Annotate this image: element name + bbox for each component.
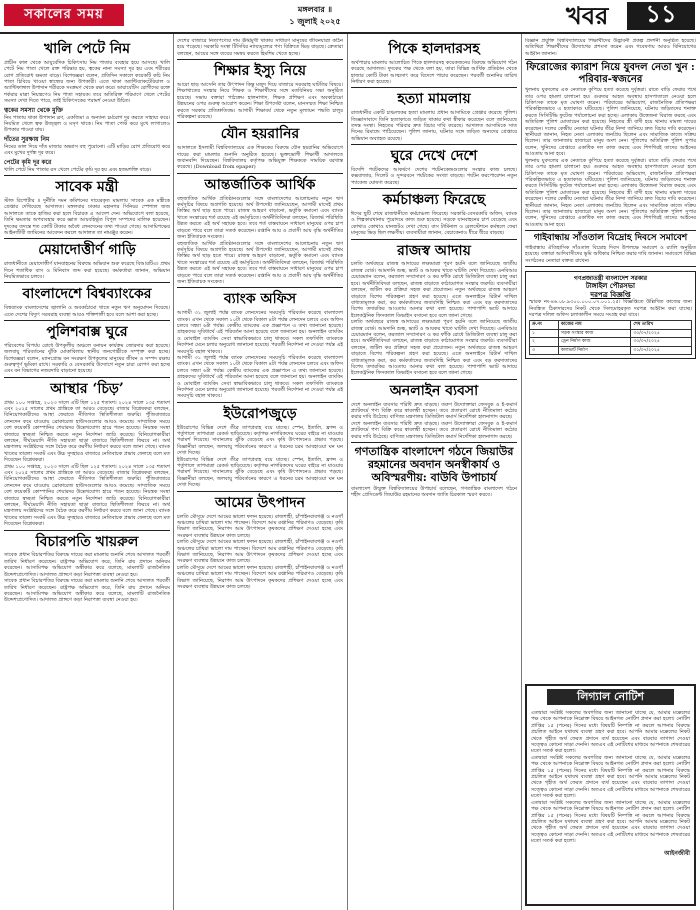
headline: রাজস্ব আদায় <box>397 242 471 259</box>
divider <box>177 59 343 60</box>
headline: যৌন হয়রানির <box>220 126 300 143</box>
table-cell: কালভার্ট নির্মাণ <box>558 346 631 355</box>
article-body: খুলনায় যুবদলের এক নেতাকে কুপিয়ে হত্যা করেছে দুর্বৃত্তরা। রাতে বাড়ি ফেরার পথে তার ওপর হামলা চালানো হয়। গুরুতর আহত অবস্থায় হাসপাতালে নেওয়া হলে চিকিৎসক তাকে মৃত ঘোষণা করেন। পরিবারের অভিযোগ, রাজনৈতিক প্রতিপক্ষরা পরিকল্পিতভাবে এ হত্যাকাণ্ড ঘটিয়েছে। পুলিশ জানিয়েছে, ঘটনায় জড়িতদের শনাক্ত করতে সিসিটিভি ফুটেজ পর্যালোচনা করা হচ্ছে। এলাকায় উত্তেজনা বিরাজ করছে এবং অতিরিক্ত পুলিশ মোতায়েন করা হয়েছে। নিহতের স্ত্রী বাদী হয়ে থানায় মামলা দায়ের করেছেন। দলের কেন্দ্রীয় নেতারা ঘটনার তীব্র নিন্দা জানিয়ে দ্রুত বিচার দাবি করেছেন। স্থানীয়রা জানান, নিহত নেতা এলাকায় জনপ্রিয় ছিলেন এবং সামাজিক কাজে সক্রিয় ছিলেন। তার জানাজায় হাজারো মানুষ অংশ নেন। পুলিশের অতিরিক্ত পুলিশ সুপার বলেন, খুনিদের গ্রেপ্তারে একাধিক দল কাজ করছে এবং শিগগিরই তাদের আইনের আওতায় আনা হবে। <box>525 87 696 158</box>
headline: সাবেক মন্ত্রী <box>55 179 119 196</box>
article-body: নিম পাতায় থাকা উপাদান ব্রণ, একজিমা ও অন্যান্য চর্মরোগ দূর করতে সাহায্য করে। নিয়মিত খেলে ত্বক উজ্জ্বল ও মসৃণ থাকে। নিম পাতা পেস্ট করে মুখে লাগালেও উপকার পাওয়া যায়। <box>4 114 170 134</box>
article-body: আগামী ৩১ জুলাই পর্যন্ত ব্যাংক লেনদেনের সময়সূচি পরিবর্তন করেছে বাংলাদেশ ব্যাংক। এখন থেকে সকাল ১০টা থেকে বিকাল ৪টা পর্যন্ত লেনদেন চলবে এবং অফিস চলবে সন্ধ্যা ৬টা পর্যন্ত। কেন্দ্রীয় ব্যাংকের এক প্রজ্ঞাপনে এ তথ্য জানানো হয়েছে। গ্রাহকদের সুবিধার্থে এই পরিবর্তন আনা হয়েছে বলে জানানো হয়। অনলাইন ব্যাংকিং ও মোবাইল ব্যাংকিং সেবা স্বাভাবিকভাবে চালু থাকবে। সকল তফসিলি ব্যাংককে নির্দেশনা মেনে চলার অনুরোধ জানানো হয়েছে। পরবর্তী নির্দেশনা না দেওয়া পর্যন্ত এই সময়সূচি বহাল থাকবে। <box>177 310 343 355</box>
divider <box>4 282 170 283</box>
column-divider <box>347 34 348 910</box>
headline: পিকে হালদারসহ <box>388 41 480 57</box>
article-body: দেশে অনলাইন ব্যবসার পরিধি দ্রুত বাড়ছে। তরুণ উদ্যোক্তারা ফেসবুক ও ই-কমার্স প্ল্যাটফর্মে পণ্য বিক্রি করে স্বাবলম্বী হচ্ছেন। তবে প্রতারণা রোধে নীতিমালা কঠোর করার দাবি উঠেছে। বাণিজ্য মন্ত্রণালয় ডিজিটাল কমার্স নির্দেশিকা হালনাগাদ করছে। <box>351 401 517 421</box>
article-body: ঈদের ছুটি শেষে রাজধানীতে কর্মচাঞ্চল্য ফিরেছে। সরকারি-বেসরকারি অফিস, ব্যাংক ও শিল্পকারখানায় পুরোদমে কাজ শুরু হয়েছে। সড়কে যানবাহনের চাপ বেড়েছে এবং কোথাও কোথাও যানজটও দেখা গেছে। বাস টার্মিনাল ও রেলস্টেশনে কর্মস্থলে ফেরা মানুষের ভিড় ছিল লক্ষণীয়। ব্যবসায়ীরা জানান, বেচাকেনাও ধীরে ধীরে বাড়ছে। <box>351 211 517 237</box>
article-body: রাজধানীতে মেয়াদোত্তীর্ণ যানবাহনের বিরুদ্ধে অভিযান শুরু করেছে বিআরটিএ। প্রথম দিনে শতাধিক বাস ও মিনিবাস জব্দ করা হয়েছে। কর্মকর্তারা জানান, অভিযান নিয়মিতভাবে চলবে। <box>4 261 170 280</box>
divider <box>4 320 170 321</box>
date-label: ১ জুলাই ২০২৫ <box>289 16 341 26</box>
article-body: বিশ্বব্যাংক বাংলাদেশের জ্বালানি ও অবকাঠামো খাতে নতুন ঋণ অনুমোদন দিয়েছে। এতে দেশের বিদ্যুৎ সরবরাহ ব্যবস্থা আরও শক্তিশালী হবে বলে আশা করা হচ্ছে। <box>4 305 170 318</box>
divider <box>4 175 170 176</box>
headline: শিক্ষার ইস্যু নিয়ে <box>214 63 306 80</box>
article-body: পরিবেশের বিপর্যয় রোধে উপকূলীয় অঞ্চলে বনায়ন কার্যক্রম জোরদার করা হয়েছে। জলবায়ু পরিবর্তনের ঝুঁকি মোকাবিলায় স্থানীয় জনগোষ্ঠীকে সম্পৃক্ত করা হচ্ছে। বিশেষজ্ঞরা বলেন, ম্যানগ্রোভ বন সংরক্ষণ উপকূলের মানুষের জীবন ও সম্পদ রক্ষায় গুরুত্বপূর্ণ ভূমিকা রাখে। সরকারি ও বেসরকারি উদ্যোগে নতুন চারা রোপণ করা হচ্ছে এবং বন বিভাগের নজরদারি বাড়ানো হয়েছে। <box>4 342 170 375</box>
headline: গাইবান্ধায় সাঁওতাল বিদ্রোহ দিবসে সমাবেশ <box>533 233 688 244</box>
divider <box>351 442 517 443</box>
date-box <box>240 3 390 27</box>
article-body: প্রথম ১০০ সপ্তাহে, ২০২৩ সালে এটি ছিল ১২৫ শতাংশ। ২০২৪ সালে ১৩৫ শতাংশ এবং ২০২৫ সালের প্রথম প্রান্তিকে তা আরও বেড়েছে। বাজার বিশ্লেষকরা বলছেন, বিনিয়োগকারীদের আস্থা ফেরাতে নীতিগত স্থিতিশীলতা জরুরি। পুঁজিবাজারে লেনদেন কমে যাওয়ায় ব্রোকারেজ হাউসগুলোর আয়ও কমেছে। সাম্প্রতিক সময়ে বেশ কয়েকটি কোম্পানির শেয়ারদর উল্লেখযোগ্য হারে পতন হয়েছে। নিয়ন্ত্রক সংস্থা বাজারে স্বচ্ছতা নিশ্চিত করতে নতুন নির্দেশনা জারি করেছে। বিনিয়োগকারীরা বলছেন, দীর্ঘমেয়াদি নীতি সহায়তা ছাড়া বাজারে স্থিতিশীলতা ফিরবে না। অর্থ মন্ত্রণালয় সংশ্লিষ্টদের সঙ্গে বৈঠক করে করণীয় নির্ধারণ করবে বলে জানা গেছে। ব্যাংক খাতের তারল্য সংকট এবং উচ্চ সুদহারও বাজারে নেতিবাচক প্রভাব ফেলছে বলে মত দিয়েছেন বিশ্লেষকরা। <box>4 399 170 464</box>
headline: অনলাইন ব্যবসা <box>389 382 479 399</box>
table-row <box>530 338 692 347</box>
column-1 <box>4 38 170 908</box>
table-cell: ড্রেন নির্মাণ কাজ <box>558 338 631 347</box>
table-header: কাজের নাম <box>558 321 631 330</box>
divider <box>525 230 696 231</box>
divider <box>525 59 696 60</box>
table-header: শেষ তারিখ <box>631 321 692 330</box>
divider <box>351 188 517 189</box>
article-body: চলতি মৌসুমে দেশে আমের ভালো ফলন হয়েছে। রাজশাহী, চাঁপাইনবাবগঞ্জ ও নওগাঁ অঞ্চলের চাষিরা ভালো দাম পাচ্ছেন। বিদেশে আম রপ্তানির পরিমাণও বেড়েছে। কৃষি বিভাগ জানিয়েছে, নিরাপদ আম উৎপাদনে কৃষকদের প্রশিক্ষণ দেওয়া হচ্ছে এবং সংরক্ষণ ব্যবস্থার উন্নয়নে কাজ চলছে। <box>177 564 343 590</box>
table-header: ক্র.নং <box>530 321 559 330</box>
headline: ঘুরে দেখে দেশে <box>390 148 478 165</box>
page-number: ১১ <box>627 2 695 30</box>
headline: খালি পেটে নিম <box>43 41 130 57</box>
table-cell: ৩১/০৭/২০২৫ <box>631 346 692 355</box>
tender-text: স্মারক নং-৪৬.০৮.৯৩০০.০০০.০৭.০০১.২৫। বিজ্ঞপ্তিতে উল্লিখিত কাজের জন্য নিবন্ধিত ঠিকাদারদের নিকট থেকে সিলমোহরকৃত দরপত্র আহ্বান করা যাচ্ছে। দরপত্র দলিল অফিস চলাকালীন সময়ে সংগ্রহ করা যাবে। <box>529 299 692 318</box>
headline: পুলিশবাক্স ঘুরে <box>46 323 128 340</box>
legal-notice <box>525 684 696 906</box>
article-body: রাজধানীর একটি চাঞ্চল্যকর হত্যা মামলায় প্রধান আসামিকে গ্রেপ্তার করেছে পুলিশ। জিজ্ঞাসাবাদে তিনি হত্যাকাণ্ডে জড়িত থাকার কথা স্বীকার করেছেন বলে জানিয়েছে তদন্ত সংস্থা। নিহতের পরিবার দ্রুত বিচার দাবি করেছে। আদালত আসামিকে সাত দিনের রিমান্ডে পাঠিয়েছেন। পুলিশ জানায়, ঘটনার সঙ্গে জড়িত অন্যদের গ্রেপ্তারে অভিযান অব্যাহত রয়েছে। <box>351 110 517 142</box>
table-cell: ২ <box>530 338 559 347</box>
table-cell: ১ <box>530 329 559 338</box>
tender-title: দরপত্র বিজ্ঞপ্তি <box>590 289 631 299</box>
article-body: খুলনায় যুবদলের এক নেতাকে কুপিয়ে হত্যা করেছে দুর্বৃত্তরা। রাতে বাড়ি ফেরার পথে তার ওপর হামলা চালানো হয়। গুরুতর আহত অবস্থায় হাসপাতালে নেওয়া হলে চিকিৎসক তাকে মৃত ঘোষণা করেন। পরিবারের অভিযোগ, রাজনৈতিক প্রতিপক্ষরা পরিকল্পিতভাবে এ হত্যাকাণ্ড ঘটিয়েছে। পুলিশ জানিয়েছে, ঘটনায় জড়িতদের শনাক্ত করতে সিসিটিভি ফুটেজ পর্যালোচনা করা হচ্ছে। এলাকায় উত্তেজনা বিরাজ করছে এবং অতিরিক্ত পুলিশ মোতায়েন করা হয়েছে। নিহতের স্ত্রী বাদী হয়ে থানায় মামলা দায়ের করেছেন। দলের কেন্দ্রীয় নেতারা ঘটনার তীব্র নিন্দা জানিয়ে দ্রুত বিচার দাবি করেছেন। স্থানীয়রা জানান, নিহত নেতা এলাকায় জনপ্রিয় ছিলেন এবং সামাজিক কাজে সক্রিয় ছিলেন। তার জানাজায় হাজারো মানুষ অংশ নেন। পুলিশের অতিরিক্ত পুলিশ সুপার বলেন, খুনিদের গ্রেপ্তারে একাধিক দল কাজ করছে এবং শিগগিরই তাদের আইনের আওতায় আনা হবে। <box>525 157 696 228</box>
headline: হত্যা মামলায় <box>397 91 471 108</box>
column-divider <box>173 34 174 910</box>
divider <box>351 239 517 240</box>
article-body: এতদ্বারা সংশ্লিষ্ট সকলের অবগতির জন্য জানানো যাচ্ছে যে, আমার মক্কেলের পক্ষ থেকে আপনাকে নিম্নোক্ত বিষয়ে আইনগত নোটিশ প্রদান করা হলো। নোটিশ প্রাপ্তির ১৫ (পনের) দিনের মধ্যে বিষয়টি নিষ্পত্তি না করলে আপনার বিরুদ্ধে প্রচলিত আইনে যথাযথ ব্যবস্থা গ্রহণ করা হবে। আপনি আমার মক্কেলের নিকট থেকে গৃহীত অর্থ ফেরত প্রদানে ব্যর্থ হয়েছেন এবং বারবার তাগাদা দেওয়া সত্ত্বেও কোনো সাড়া দেননি। অতএব এই নোটিশের মাধ্যমে আপনাকে শেষবারের মতো সতর্ক করা হলো। <box>531 754 690 800</box>
article-body: আদালতে ইসলামী বিশ্ববিদ্যালয়ের এক শিক্ষকের বিরুদ্ধে যৌন হয়রানির অভিযোগে দায়ের করা মামলার শুনানি অনুষ্ঠিত হয়েছে। ভুক্তভোগী শিক্ষার্থী আদালতে জবানবন্দি দিয়েছেন। বিশ্ববিদ্যালয় কর্তৃপক্ষ অভিযুক্ত শিক্ষককে সাময়িক বরখাস্ত করেছে। (Download from epaper) <box>177 145 343 171</box>
divider <box>351 144 517 145</box>
headline: ফিরোজের ক্যারাশ নিয়ে যুবদল নেতা খুন : পরিবার-স্বজনের <box>526 62 695 86</box>
article-body: বিদেশি পর্যটকদের আকর্ষণে দেশের পর্যটনকেন্দ্রগুলোর সংস্কার কাজ চলছে। কক্সবাজার, সিলেট ও সুন্দরবনে পর্যটকের সংখ্যা বাড়ছে। পর্যটন করপোরেশন নতুন প্যাকেজ ঘোষণা করেছে। <box>351 167 517 186</box>
column-divider <box>521 34 522 910</box>
tender-notice <box>525 271 696 359</box>
headline: কর্মচাঞ্চল্য ফিরেছে <box>382 192 486 209</box>
article-body: ইউরোপের বিভিন্ন দেশে তীব্র তাপপ্রবাহ বয়ে যাচ্ছে। স্পেন, ইতালি, ফ্রান্স ও পর্তুগালে তাপমাত্রা রেকর্ড ছাড়িয়েছে। কর্তৃপক্ষ নাগরিকদের ঘরের বাইরে না যাওয়ার পরামর্শ দিয়েছে। দাবানলের ঝুঁকি বেড়েছে এবং কৃষি উৎপাদনেও প্রভাব পড়ছে। বিজ্ঞানীরা বলছেন, জলবায়ু পরিবর্তনের কারণে এ ধরনের চরম আবহাওয়া ঘন ঘন দেখা দিচ্ছে। <box>177 424 343 457</box>
divider <box>351 379 517 380</box>
column-3 <box>351 38 517 908</box>
tender-table <box>529 320 692 355</box>
headline: মেয়াদোত্তীর্ণ গাড়ি <box>38 242 136 259</box>
masthead <box>0 0 700 34</box>
headline: আন্তর্জাতিক আর্থিক <box>204 176 316 193</box>
headline: আস্থার ‘চিড়’ <box>50 380 124 397</box>
article-body: এতদ্বারা সংশ্লিষ্ট সকলের অবগতির জন্য জানানো যাচ্ছে যে, আমার মক্কেলের পক্ষ থেকে আপনাকে নিম্নোক্ত বিষয়ে আইনগত নোটিশ প্রদান করা হলো। নোটিশ প্রাপ্তির ১৫ (পনের) দিনের মধ্যে বিষয়টি নিষ্পত্তি না করলে আপনার বিরুদ্ধে প্রচলিত আইনে যথাযথ ব্যবস্থা গ্রহণ করা হবে। আপনি আমার মক্কেলের নিকট থেকে গৃহীত অর্থ ফেরত প্রদানে ব্যর্থ হয়েছেন এবং বারবার তাগাদা দেওয়া সত্ত্বেও কোনো সাড়া দেননি। অতএব এই নোটিশের মাধ্যমে আপনাকে শেষবারের মতো সতর্ক করা হলো। <box>531 710 690 755</box>
article-body: বহুজাতিক আর্থিক প্রতিষ্ঠানগুলোর সঙ্গে বাংলাদেশের আলোচনায় নতুন ঋণ কর্মসূচির বিষয়ে অগ্রগতি হয়েছে। অর্থ উপদেষ্টা জানিয়েছেন, আগামী মাসেই প্রথম কিস্তির অর্থ ছাড় হতে পারে। রাজস্ব আহরণ বাড়ানো, ভর্তুকি কমানো এবং ব্যাংক খাতে সংস্কারের শর্ত রয়েছে এই কর্মসূচিতে। অর্থনীতিবিদরা বলছেন, রিজার্ভ পরিস্থিতি উন্নত করতে এই অর্থ সহায়ক হবে। তবে শর্ত বাস্তবায়নে সাধারণ মানুষের ওপর চাপ বাড়তে পারে বলে তারা সতর্ক করেছেন। রপ্তানি আয় ও প্রবাসী আয় বৃদ্ধি অর্থনীতির জন্য ইতিবাচক সংকেত। <box>177 195 343 241</box>
headline: বাংলাদেশে বিশ্বব্যাংকের <box>22 286 152 303</box>
divider <box>351 87 517 88</box>
column-4 <box>525 38 696 678</box>
article-body: চলতি অর্থবছরে রাজস্ব আদায়ের লক্ষ্যমাত্রা পূরণ হয়নি বলে জানিয়েছে জাতীয় রাজস্ব বোর্ড। আমদানি শুল্ক, ভ্যাট ও আয়কর খাতে ঘাটতি দেখা দিয়েছে। এনবিআর চেয়ারম্যান বলেন, করজাল সম্প্রসারণ ও কর ফাঁকি রোধে ডিজিটাল ব্যবস্থা চালু করা হবে। অর্থনীতিবিদরা বলছেন, রাজস্ব বাড়াতে কাঠামোগত সংস্কার জরুরি। ব্যবসায়ীরা বলছেন, জটিল কর প্রক্রিয়া সহজ করা প্রয়োজন। নতুন অর্থবছরে রাজস্ব আহরণ বাড়াতে বিশেষ পরিকল্পনা গ্রহণ করা হয়েছে। এতে অনলাইনে রিটার্ন দাখিল বাধ্যতামূলক করা, কর কর্মকর্তাদের জবাবদিহি নিশ্চিত করা এবং বড় করদাতাদের বিশেষ তদারকির আওতায় আনার কথা বলা হয়েছে। পাশাপাশি ভ্যাট আদায়ে ইলেকট্রনিক ফিসক্যাল ডিভাইস বসানো হবে বলে জানা গেছে। <box>351 261 517 319</box>
article-body: প্রথম ১০০ সপ্তাহে, ২০২৩ সালে এটি ছিল ১২৫ শতাংশ। ২০২৪ সালে ১৩৫ শতাংশ এবং ২০২৫ সালের প্রথম প্রান্তিকে তা আরও বেড়েছে। বাজার বিশ্লেষকরা বলছেন, বিনিয়োগকারীদের আস্থা ফেরাতে নীতিগত স্থিতিশীলতা জরুরি। পুঁজিবাজারে লেনদেন কমে যাওয়ায় ব্রোকারেজ হাউসগুলোর আয়ও কমেছে। সাম্প্রতিক সময়ে বেশ কয়েকটি কোম্পানির শেয়ারদর উল্লেখযোগ্য হারে পতন হয়েছে। নিয়ন্ত্রক সংস্থা বাজারে স্বচ্ছতা নিশ্চিত করতে নতুন নির্দেশনা জারি করেছে। বিনিয়োগকারীরা বলছেন, দীর্ঘমেয়াদি নীতি সহায়তা ছাড়া বাজারে স্থিতিশীলতা ফিরবে না। অর্থ মন্ত্রণালয় সংশ্লিষ্টদের সঙ্গে বৈঠক করে করণীয় নির্ধারণ করবে বলে জানা গেছে। ব্যাংক খাতের তারল্য সংকট এবং উচ্চ সুদহারও বাজারে নেতিবাচক প্রভাব ফেলছে বলে মত দিয়েছেন বিশ্লেষকরা। <box>4 463 170 528</box>
divider <box>177 287 343 288</box>
legal-signature: আইনজীবী <box>664 849 690 857</box>
divider <box>4 377 170 378</box>
table-row <box>530 329 692 338</box>
article-body: ইউরোপের বিভিন্ন দেশে তীব্র তাপপ্রবাহ বয়ে যাচ্ছে। স্পেন, ইতালি, ফ্রান্স ও পর্তুগালে তাপমাত্রা রেকর্ড ছাড়িয়েছে। কর্তৃপক্ষ নাগরিকদের ঘরের বাইরে না যাওয়ার পরামর্শ দিয়েছে। দাবানলের ঝুঁকি বেড়েছে এবং কৃষি উৎপাদনেও প্রভাব পড়ছে। বিজ্ঞানীরা বলছেন, জলবায়ু পরিবর্তনের কারণে এ ধরনের চরম আবহাওয়া ঘন ঘন দেখা দিচ্ছে। <box>177 456 343 489</box>
article-body: দেশের বাজারে নিত্যপণ্যের দাম ঊর্ধ্বমুখী থাকায় সাধারণ মানুষের জীবনযাত্রা কঠিন হয়ে পড়েছে। সরকারি সংস্থা টিসিবির ন্যায্যমূল্যের পণ্য বিক্রিতে ভিড় বাড়ছে। ক্রেতারা বলছেন, আয়ের সঙ্গে ব্যয়ের সমন্বয় করতে হিমশিম খেতে হচ্ছে। <box>177 38 343 57</box>
headline: আমের উৎপাদন <box>215 494 305 511</box>
legal-notice-body <box>527 708 694 861</box>
article-body: বিজ্ঞান প্রযুক্তি বিশ্ববিদ্যালয়ের শিক্ষার্থীদের উদ্ভাবনী প্রকল্প প্রদর্শনী অনুষ্ঠিত হয়েছে। অতিথিরা শিক্ষার্থীদের উদ্যোগের প্রশংসা করেন এবং গবেষণায় আরও বিনিয়োগের আহ্বান জানান। <box>525 38 696 57</box>
legal-notice-title: লিগ্যাল নোটিশ <box>547 689 674 705</box>
article-body: এতদ্বারা সংশ্লিষ্ট সকলের অবগতির জন্য জানানো যাচ্ছে যে, আমার মক্কেলের পক্ষ থেকে আপনাকে নিম্নোক্ত বিষয়ে আইনগত নোটিশ প্রদান করা হলো। নোটিশ প্রাপ্তির ১৫ (পনের) দিনের মধ্যে বিষয়টি নিষ্পত্তি না করলে আপনার বিরুদ্ধে প্রচলিত আইনে যথাযথ ব্যবস্থা গ্রহণ করা হবে। আপনি আমার মক্কেলের নিকট থেকে গৃহীত অর্থ ফেরত প্রদানে ব্যর্থ হয়েছেন এবং বারবার তাগাদা দেওয়া সত্ত্বেও কোনো সাড়া দেননি। অতএব এই নোটিশের মাধ্যমে আপনাকে শেষবারের মতো সতর্ক করা হলো। <box>531 799 690 845</box>
table-row <box>530 346 692 355</box>
article-body: খালি পেটে নিম পাতার রস খেলে পেটের কৃমি দূর হয় এবং হজমশক্তি বাড়ে। <box>4 166 152 173</box>
article-body: আরো ছাড় আসেনি তার উৎপাদন কিন্তু মজুদ দিয়ে বাজারে সরবরাহ ঘাটতির বিষয়ে। শিক্ষাখাতের সংস্কার নিয়ে শিক্ষক ও শিক্ষার্থীদের সঙ্গে মতবিনিময় সভা অনুষ্ঠিত হয়েছে। সভায় বক্তারা পাঠ্যক্রম হালনাগাদ, শিক্ষক প্রশিক্ষণ এবং অবকাঠামো উন্নয়নের ওপর গুরুত্ব আরোপ করেন। শিক্ষা উপদেষ্টা বলেন, মানসম্মত শিক্ষা নিশ্চিত করতে সরকার প্রতিশ্রুতিবদ্ধ। আগামী শিক্ষাবর্ষ থেকে নতুন মূল্যায়ন পদ্ধতি চালুর পরিকল্পনা রয়েছে। <box>177 82 343 121</box>
headline: গণতান্ত্রিক বাংলাদেশ গঠনে জিয়াউর রহমানের অবদান অনস্বীকার্য ও অবিস্মরণীয়: বাউবি উপাচার্য <box>354 445 514 485</box>
divider <box>525 266 696 267</box>
section-title: খবর <box>566 1 609 30</box>
article-body: সাবেক প্রধান বিচারপতির বিরুদ্ধে দায়ের করা মামলার শুনানি শেষে আদালত পরবর্তী তারিখ নির্ধারণ করেছেন। রাষ্ট্রপক্ষ অভিযোগ করে, তিনি রায় প্রদানে অনিয়ম করেছেন। আসামিপক্ষ অভিযোগ অস্বীকার করে বলেছে, মামলাটি রাজনৈতিক উদ্দেশ্যপ্রণোদিত। আদালত প্রাঙ্গণে কড়া নিরাপত্তা ব্যবস্থা নেওয়া হয়। <box>4 552 170 578</box>
divider <box>177 122 343 123</box>
article-body: অর্থপাচার মামলায় আলোচিত পিকে হালদারসহ কয়েকজনের বিরুদ্ধে অভিযোগ গঠন করেছে আদালত। দুদকের পক্ষ থেকে বলা হয়, তারা বিভিন্ন আর্থিক প্রতিষ্ঠান থেকে হাজার কোটি টাকা আত্মসাৎ করে বিদেশে পাচার করেছেন। পরবর্তী শুনানির তারিখ নির্ধারণ করা হয়েছে। <box>351 59 517 86</box>
article-body: বাংলাদেশ উন্মুক্ত বিশ্ববিদ্যালয়ের উপাচার্য বলেছেন, গণতান্ত্রিক বাংলাদেশ গঠনে শহীদ প্রেসিডেন্ট জিয়াউর রহমানের অবদান জাতি চিরকাল স্মরণ করবে। <box>351 485 517 498</box>
tender-org: গণপ্রজাতন্ত্রী বাংলাদেশ সরকার <box>573 275 648 283</box>
article-body: স্টাফ রিপোর্টার ॥ দুর্নীতি দমন কমিশনের দায়েরকৃত মামলায় সাবেক এক মন্ত্রীকে গ্রেপ্তার দেখিয়েছে আদালত। মঙ্গলবার ঢাকার মহানগর সিনিয়র স্পেশাল জজ আদালতে তাকে হাজির করা হলে বিচারক এ আদেশ দেন। অভিযোগে বলা হয়েছে, তিনি ক্ষমতার অপব্যবহার করে জ্ঞাত আয়বহির্ভূত বিপুল সম্পদের মালিক হয়েছেন। দুদকের তদন্তে শত কোটি টাকার অবৈধ লেনদেনের তথ্য পাওয়া গেছে। আসামিপক্ষের আইনজীবী জামিনের আবেদন করলে আদালত তা নামঞ্জুর করেন। <box>4 197 170 236</box>
article-body: গাইবান্ধায় ঐতিহাসিক সাঁওতাল বিদ্রোহ দিবস উপলক্ষে সমাবেশ ও র‍্যালি অনুষ্ঠিত হয়েছে। বক্তারা আদিবাসীদের ভূমি অধিকার নিশ্চিত করার দাবি জানান। সমাবেশে বিভিন্ন সংগঠনের নেতারা বক্তব্য রাখেন। <box>525 244 696 264</box>
divider <box>177 402 343 403</box>
article-body: বহুজাতিক আর্থিক প্রতিষ্ঠানগুলোর সঙ্গে বাংলাদেশের আলোচনায় নতুন ঋণ কর্মসূচির বিষয়ে অগ্রগতি হয়েছে। অর্থ উপদেষ্টা জানিয়েছেন, আগামী মাসেই প্রথম কিস্তির অর্থ ছাড় হতে পারে। রাজস্ব আহরণ বাড়ানো, ভর্তুকি কমানো এবং ব্যাংক খাতে সংস্কারের শর্ত রয়েছে এই কর্মসূচিতে। অর্থনীতিবিদরা বলছেন, রিজার্ভ পরিস্থিতি উন্নত করতে এই অর্থ সহায়ক হবে। তবে শর্ত বাস্তবায়নে সাধারণ মানুষের ওপর চাপ বাড়তে পারে বলে তারা সতর্ক করেছেন। রপ্তানি আয় ও প্রবাসী আয় বৃদ্ধি অর্থনীতির জন্য ইতিবাচক সংকেত। <box>177 240 343 285</box>
article-body: আগামী ৩১ জুলাই পর্যন্ত ব্যাংক লেনদেনের সময়সূচি পরিবর্তন করেছে বাংলাদেশ ব্যাংক। এখন থেকে সকাল ১০টা থেকে বিকাল ৪টা পর্যন্ত লেনদেন চলবে এবং অফিস চলবে সন্ধ্যা ৬টা পর্যন্ত। কেন্দ্রীয় ব্যাংকের এক প্রজ্ঞাপনে এ তথ্য জানানো হয়েছে। গ্রাহকদের সুবিধার্থে এই পরিবর্তন আনা হয়েছে বলে জানানো হয়। অনলাইন ব্যাংকিং ও মোবাইল ব্যাংকিং সেবা স্বাভাবিকভাবে চালু থাকবে। সকল তফসিলি ব্যাংককে নির্দেশনা মেনে চলার অনুরোধ জানানো হয়েছে। পরবর্তী নির্দেশনা না দেওয়া পর্যন্ত এই সময়সূচি বহাল থাকবে। <box>177 355 343 400</box>
article-body: চলতি অর্থবছরে রাজস্ব আদায়ের লক্ষ্যমাত্রা পূরণ হয়নি বলে জানিয়েছে জাতীয় রাজস্ব বোর্ড। আমদানি শুল্ক, ভ্যাট ও আয়কর খাতে ঘাটতি দেখা দিয়েছে। এনবিআর চেয়ারম্যান বলেন, করজাল সম্প্রসারণ ও কর ফাঁকি রোধে ডিজিটাল ব্যবস্থা চালু করা হবে। অর্থনীতিবিদরা বলছেন, রাজস্ব বাড়াতে কাঠামোগত সংস্কার জরুরি। ব্যবসায়ীরা বলছেন, জটিল কর প্রক্রিয়া সহজ করা প্রয়োজন। নতুন অর্থবছরে রাজস্ব আহরণ বাড়াতে বিশেষ পরিকল্পনা গ্রহণ করা হয়েছে। এতে অনলাইনে রিটার্ন দাখিল বাধ্যতামূলক করা, কর কর্মকর্তাদের জবাবদিহি নিশ্চিত করা এবং বড় করদাতাদের বিশেষ তদারকির আওতায় আনার কথা বলা হয়েছে। পাশাপাশি ভ্যাট আদায়ে ইলেকট্রনিক ফিসক্যাল ডিভাইস বসানো হবে বলে জানা গেছে। <box>351 319 517 377</box>
divider <box>177 173 343 174</box>
tender-dept: টাঙ্গাইল পৌরসভা <box>585 281 636 291</box>
newspaper-logo: সকালের সময় <box>4 4 124 26</box>
divider <box>177 491 343 492</box>
headline: ইউরোপজুড়ে <box>223 405 297 422</box>
article-body: প্রাচীন কাল থেকে আয়ুর্বেদিক চিকিৎসায় নিম পাতার ব্যবহার হয়ে আসছে। খালি পেটে নিম পাতা খেলে রক্ত পরিষ্কার হয়, ত্বকের নানা সমস্যা দূর হয় এবং শরীরের রোগ প্রতিরোধ ক্ষমতা বাড়ে। বিশেষজ্ঞরা বলেন, প্রতিদিন সকালে কয়েকটি কচি নিম পাতা চিবিয়ে খাওয়া স্বাস্থ্যের জন্য উপকারী। এতে থাকা অ্যান্টিব্যাকটেরিয়াল ও অ্যান্টিফাঙ্গাল উপাদান শরীরকে সংক্রমণ থেকে রক্ষা করে। ডায়াবেটিস রোগীদের রক্তে শর্করার মাত্রা নিয়ন্ত্রণেও নিম পাতা সহায়ক। তবে অতিরিক্ত পরিমাণে খেলে পেটের সমস্যা দেখা দিতে পারে, তাই চিকিৎসকের পরামর্শ নেওয়া উচিত। <box>4 59 170 105</box>
table-header-row <box>530 321 692 330</box>
headline: ব্যাংক অফিস <box>223 291 297 308</box>
article-body: সাবেক প্রধান বিচারপতির বিরুদ্ধে দায়ের করা মামলার শুনানি শেষে আদালত পরবর্তী তারিখ নির্ধারণ করেছেন। রাষ্ট্রপক্ষ অভিযোগ করে, তিনি রায় প্রদানে অনিয়ম করেছেন। আসামিপক্ষ অভিযোগ অস্বীকার করে বলেছে, মামলাটি রাজনৈতিক উদ্দেশ্যপ্রণোদিত। আদালত প্রাঙ্গণে কড়া নিরাপত্তা ব্যবস্থা নেওয়া হয়। <box>4 578 170 604</box>
divider <box>4 238 170 239</box>
table-cell: ৩ <box>530 346 559 355</box>
subheading: ত্বকের সমস্যা থেকে মুক্তি <box>4 106 63 114</box>
article-body: চলতি মৌসুমে দেশে আমের ভালো ফলন হয়েছে। রাজশাহী, চাঁপাইনবাবগঞ্জ ও নওগাঁ অঞ্চলের চাষিরা ভালো দাম পাচ্ছেন। বিদেশে আম রপ্তানির পরিমাণও বেড়েছে। কৃষি বিভাগ জানিয়েছে, নিরাপদ আম উৎপাদনে কৃষকদের প্রশিক্ষণ দেওয়া হচ্ছে এবং সংরক্ষণ ব্যবস্থার উন্নয়নে কাজ চলছে। <box>177 539 343 565</box>
headline: বিচারপতি খায়রুল <box>35 533 139 550</box>
table-cell: ৩০/০৭/২০২৫ <box>631 338 692 347</box>
subheading: দাঁতের সুরক্ষায় নিম <box>4 135 50 143</box>
table-cell: ৩০/০৭/২০২৫ <box>631 329 692 338</box>
article-body: নিমের ডাল দিয়ে দাঁত মাজার অভ্যাস বহু পুরোনো। এটি মাড়ির রোগ প্রতিরোধ করে এবং মুখের দুর্গন্ধ দূর করে। <box>4 143 170 157</box>
subheading: পেটের কৃমি দূর করে <box>4 158 52 166</box>
article-body: দেশে অনলাইন ব্যবসার পরিধি দ্রুত বাড়ছে। তরুণ উদ্যোক্তারা ফেসবুক ও ই-কমার্স প্ল্যাটফর্মে পণ্য বিক্রি করে স্বাবলম্বী হচ্ছেন। তবে প্রতারণা রোধে নীতিমালা কঠোর করার দাবি উঠেছে। বাণিজ্য মন্ত্রণালয় ডিজিটাল কমার্স নির্দেশিকা হালনাগাদ করছে। <box>351 420 517 440</box>
divider <box>4 530 170 531</box>
column-2 <box>177 38 343 908</box>
table-cell: সড়ক সংস্কার কাজ <box>558 329 631 338</box>
day-label: মঙ্গলবার ॥ <box>297 4 333 14</box>
article-body: চলতি মৌসুমে দেশে আমের ভালো ফলন হয়েছে। রাজশাহী, চাঁপাইনবাবগঞ্জ ও নওগাঁ অঞ্চলের চাষিরা ভালো দাম পাচ্ছেন। বিদেশে আম রপ্তানির পরিমাণও বেড়েছে। কৃষি বিভাগ জানিয়েছে, নিরাপদ আম উৎপাদনে কৃষকদের প্রশিক্ষণ দেওয়া হচ্ছে এবং সংরক্ষণ ব্যবস্থার উন্নয়নে কাজ চলছে। <box>177 513 343 539</box>
